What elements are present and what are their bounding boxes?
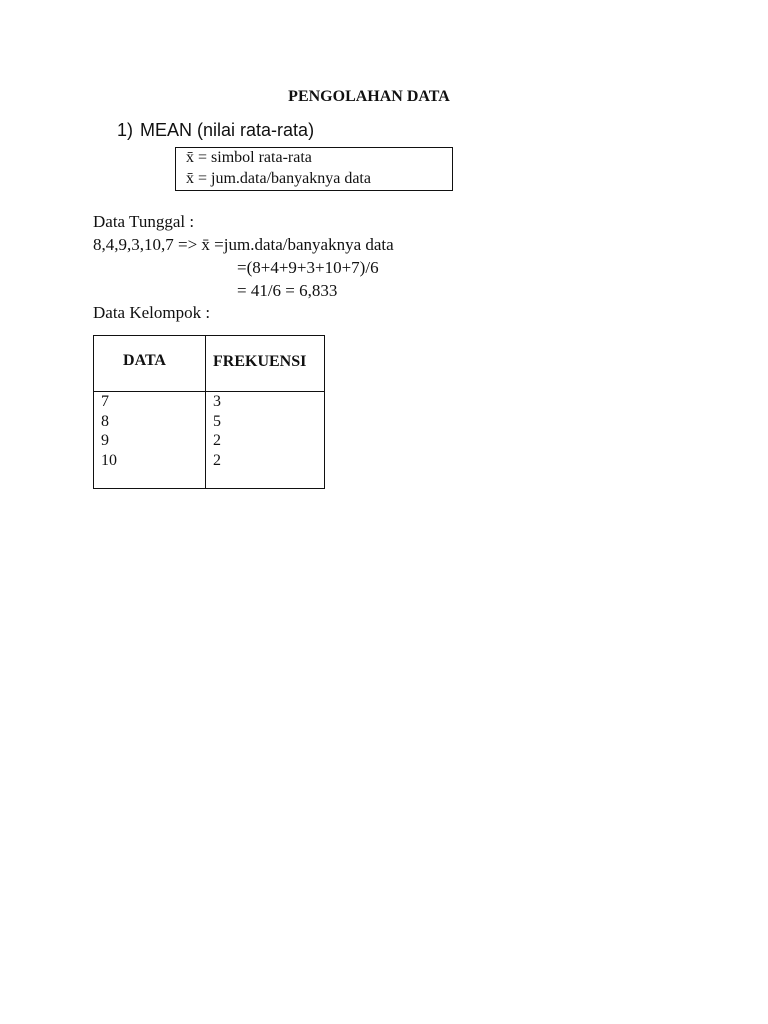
section-heading [117, 120, 314, 141]
definition-line-formula: x̄ = jum.data/banyaknya data [186, 170, 371, 187]
single-data-sum: =(8+4+9+3+10+7)/6 [237, 258, 379, 277]
grouped-data-label: Data Kelompok : [93, 303, 211, 322]
single-data-label: Data Tunggal : [93, 212, 195, 231]
table-cell: 7 [101, 393, 109, 410]
table-cell: 8 [101, 412, 109, 430]
section-heading-text: MEAN (nilai rata-rata) [140, 120, 315, 140]
data-values-cell [94, 392, 206, 489]
table-body-row [94, 392, 325, 489]
page-title: PENGOLAHAN DATA [288, 88, 450, 105]
definition-box [175, 147, 453, 191]
table-cell: 5 [213, 412, 221, 430]
table-header-row [94, 336, 325, 392]
frequency-table [93, 335, 325, 489]
table-cell: 10 [101, 451, 117, 469]
table-cell: 2 [213, 451, 221, 469]
header-cell-data: DATA [94, 336, 206, 392]
definition-line-symbol: x̄ = simbol rata-rata [186, 149, 312, 166]
frequency-values-cell [206, 392, 325, 489]
single-data-formula: 8,4,9,3,10,7 => x̄ =jum.data/banyaknya data [93, 235, 394, 254]
table-cell: 2 [213, 432, 221, 449]
table-cell: 9 [101, 432, 109, 449]
single-data-result: = 41/6 = 6,833 [237, 281, 338, 300]
section-number: 1) [117, 120, 134, 140]
table-cell: 3 [213, 393, 221, 410]
header-cell-frequency: FREKUENSI [206, 336, 325, 392]
